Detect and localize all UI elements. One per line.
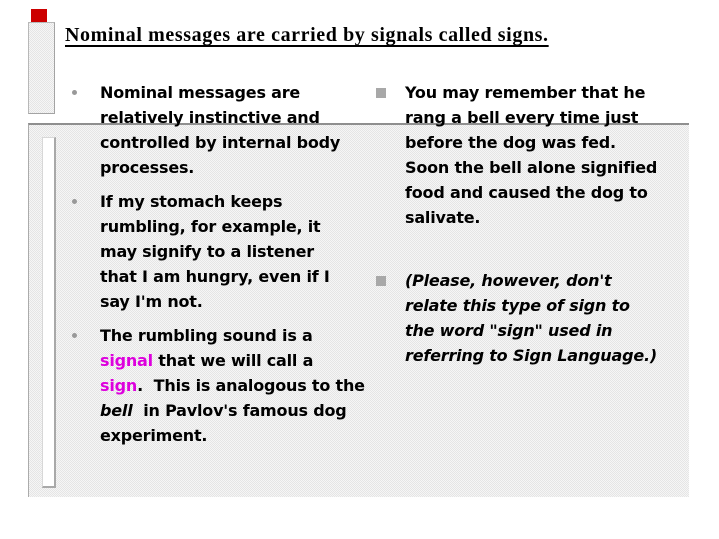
text-line (100, 323, 400, 348)
text-segment: (Please, however, don't (405, 271, 612, 290)
text-line (100, 155, 400, 180)
text-line (405, 105, 710, 130)
text-line (100, 105, 400, 130)
bullet-item (405, 268, 710, 368)
text-line (100, 264, 400, 289)
text-segment: food and caused the dog to (405, 183, 648, 202)
text-segment: may signify to a listener (100, 242, 314, 261)
gray-accent-bar (28, 22, 55, 114)
text-line (100, 289, 400, 314)
text-segment: relate this type of sign to (405, 296, 630, 315)
slide-title: Nominal messages are carried by signals called signs. (65, 24, 549, 46)
text-segment: the word "sign" used in (405, 321, 613, 340)
text-segment: in Pavlov's famous dog (132, 401, 347, 420)
highlighted-term: signal (100, 351, 153, 370)
bullet-dot-icon (72, 90, 77, 95)
text-segment: referring to Sign Language.) (405, 346, 657, 365)
text-line (405, 268, 710, 293)
text-line (100, 214, 400, 239)
text-line (100, 423, 400, 448)
text-segment: say I'm not. (100, 292, 203, 311)
bullet-square-icon (376, 276, 386, 286)
text-line (100, 130, 400, 155)
text-line (100, 80, 400, 105)
text-line (100, 348, 400, 373)
bullet-item (100, 80, 400, 180)
highlighted-term: sign (100, 376, 138, 395)
text-segment: relatively instinctive and (100, 108, 320, 127)
text-line (405, 293, 710, 318)
bullet-item (100, 323, 400, 448)
text-segment: salivate. (405, 208, 481, 227)
bullet-item (100, 189, 400, 314)
text-segment: rang a bell every time just (405, 108, 639, 127)
text-segment: . This is analogous to the (137, 376, 365, 395)
text-line (100, 239, 400, 264)
text-segment: Soon the bell alone signified (405, 158, 658, 177)
text-line (100, 189, 400, 214)
left-column (100, 80, 400, 448)
text-segment: You may remember that he (405, 83, 646, 102)
right-column (405, 80, 710, 368)
bullet-dot-icon (72, 199, 77, 204)
text-segment: processes. (100, 158, 195, 177)
bullet-square-icon (376, 88, 386, 98)
text-line (100, 373, 400, 398)
text-line (405, 343, 710, 368)
text-segment: that I am hungry, even if I (100, 267, 330, 286)
text-segment: bell (100, 401, 133, 420)
text-line (405, 205, 710, 230)
text-line (405, 318, 710, 343)
text-line (405, 155, 710, 180)
text-line (405, 80, 710, 105)
text-line (405, 180, 710, 205)
text-segment: Nominal messages are (100, 83, 301, 102)
bullet-dot-icon (72, 333, 77, 338)
text-segment: If my stomach keeps (100, 192, 283, 211)
text-line (100, 398, 400, 423)
text-line (405, 130, 710, 155)
vertical-white-bar (42, 137, 56, 488)
text-segment: experiment. (100, 426, 208, 445)
text-segment: controlled by internal body (100, 133, 341, 152)
text-segment: rumbling, for example, it (100, 217, 321, 236)
bullet-item (405, 80, 710, 230)
text-segment: The rumbling sound is a (100, 326, 313, 345)
text-segment: before the dog was fed. (405, 133, 616, 152)
text-segment: that we will call a (152, 351, 314, 370)
